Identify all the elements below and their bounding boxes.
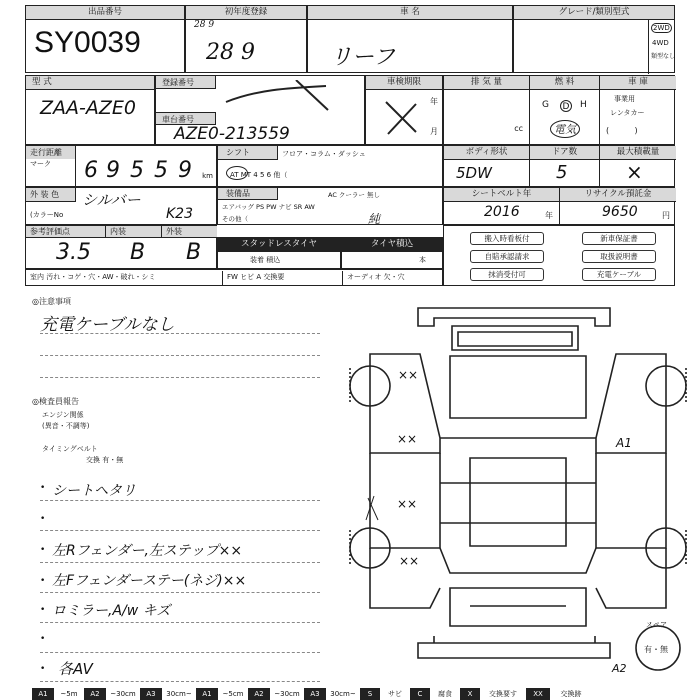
fw-text: FW ヒビ A 交換要 <box>227 273 285 281</box>
inspector-rule <box>40 622 320 623</box>
capacity-col <box>600 146 676 187</box>
tire-unit: 本 <box>419 256 426 264</box>
chassis-value: AZE0-213559 <box>174 124 290 144</box>
studless-options: 装着 積込 <box>250 256 281 264</box>
legend-desc: ~5m <box>60 690 78 698</box>
lot-number: SY0039 <box>34 26 141 59</box>
legend-desc: 交換跡 <box>560 690 582 698</box>
recycle-value: 9650 <box>602 204 638 220</box>
inspector-rule <box>40 681 320 682</box>
legend-code: X <box>460 688 480 700</box>
fuel-g: G <box>542 100 549 110</box>
seatbelt-col <box>444 188 560 225</box>
damage-legend <box>32 688 687 700</box>
engine-label: エンジン関係 <box>42 411 84 419</box>
model-box <box>25 75 155 145</box>
legend-code: C <box>410 688 430 700</box>
capacity-label: 最大積載量 <box>600 146 676 160</box>
car-name-box <box>307 5 513 73</box>
fuel-h: H <box>580 100 587 110</box>
timing-label: タイミングベルト <box>42 445 98 453</box>
legend-code: A3 <box>304 688 326 700</box>
body-col <box>444 146 530 187</box>
use-business: 事業用 <box>614 95 635 103</box>
legend-code: S <box>360 688 380 700</box>
legend-desc: サビ <box>388 690 402 698</box>
inspector-rule <box>40 652 320 653</box>
seatbelt-value: 2016 <box>484 204 520 220</box>
inspector-line: 左Fフェンダーステー(ネジ)×× <box>52 573 247 589</box>
equip-row1: AC クーラー 無し <box>328 191 381 199</box>
diagram-mark: ×× <box>397 497 418 511</box>
inspection-cross <box>382 98 422 138</box>
doors-col <box>530 146 600 187</box>
transmission-options: AT MT 4 5 6 他（ <box>230 171 288 179</box>
disp-col <box>444 76 530 146</box>
grade-box <box>513 5 675 73</box>
notes-line <box>40 377 320 378</box>
use-label: 車 庫 <box>600 76 676 90</box>
shift-label-wrap <box>218 146 278 160</box>
engine-box <box>443 75 675 145</box>
seatbelt-label: シートベルト年 <box>444 188 559 202</box>
drive-4wd: 4WD <box>652 39 669 47</box>
fw-row <box>222 271 342 285</box>
shift-options: フロア・コラム・ダッシュ <box>282 150 366 158</box>
legend-desc: 30cm~ <box>166 690 192 698</box>
timing-options: 交換 有・無 <box>86 456 124 464</box>
mileage-digit: 9 <box>106 158 120 183</box>
lot-number-box <box>25 5 185 73</box>
overall-score: 3.5 <box>56 240 91 265</box>
color-code-label: (カラーNo <box>30 211 64 219</box>
body-value: 5DW <box>456 164 492 182</box>
mileage-label: 走行距離 <box>26 146 75 159</box>
use-col <box>600 76 676 146</box>
interior-score: B <box>130 240 146 265</box>
bullet: • <box>40 545 46 555</box>
displacement-unit: cc <box>514 124 523 133</box>
shift-label: シフト <box>226 148 250 157</box>
legend-code: A1 <box>32 688 54 700</box>
color-label: 外 装 色 <box>30 190 60 199</box>
inspector-line: シートヘタリ <box>52 483 136 499</box>
legend-code: A3 <box>140 688 162 700</box>
mileage-mark: マーク <box>30 160 51 168</box>
shift-box <box>217 145 443 187</box>
first-registration-label: 初年度登録 <box>186 6 306 20</box>
spare-label: スペア <box>646 621 667 629</box>
inspector-label: ◎検査員報告 <box>32 397 79 406</box>
bullet: • <box>40 576 46 586</box>
car-diagram <box>340 298 696 678</box>
studless-box <box>217 237 341 269</box>
legend-desc: ~30cm <box>274 690 300 698</box>
fuel-electric: 電気 <box>550 120 580 138</box>
interior-label: 内装 <box>110 227 126 236</box>
exterior-score: B <box>186 240 202 265</box>
legend-desc: ~30cm <box>110 690 136 698</box>
doors-value: 5 <box>556 162 568 183</box>
scores-label-wrap <box>26 226 106 238</box>
inspector-rule <box>40 530 320 531</box>
inspector-line: 左Rフェンダー,左ステップ×× <box>52 543 243 559</box>
reg-label-wrap <box>156 76 216 89</box>
body-box <box>443 145 675 187</box>
diagram-mark: ×× <box>399 554 420 568</box>
recycle-yen: 円 <box>662 211 670 220</box>
scores-label: 参考評価点 <box>30 227 70 236</box>
audio-text: オーディオ 欠・穴 <box>347 273 405 281</box>
inspector-line: ロミラー,A/w キズ <box>52 603 171 619</box>
exterior-label: 外装 <box>166 227 182 236</box>
diagram-mark: ×× <box>398 368 419 382</box>
model-label: 型 式 <box>26 76 154 90</box>
color-box <box>25 187 217 225</box>
mileage-digit: 6 <box>84 158 98 183</box>
recycle-label: リサイクル預託金 <box>560 188 676 202</box>
legend-desc: 腐食 <box>438 690 452 698</box>
bullet: • <box>40 483 46 493</box>
grade-label: グレード/類別型式 <box>514 6 674 20</box>
drive-none: 類型なし <box>651 53 676 60</box>
inspector-rule <box>40 500 320 501</box>
inspection-year-unit: 年 <box>430 97 438 106</box>
inspector-line: 各AV <box>58 660 93 678</box>
seatbelt-box <box>443 187 675 225</box>
notes-label: ◎注意事項 <box>32 297 71 306</box>
mileage-digit: 9 <box>178 158 192 183</box>
fuel-col <box>530 76 600 146</box>
at-circle <box>226 166 248 180</box>
inspection-label: 車検期限 <box>366 76 442 90</box>
legend-code: A2 <box>84 688 106 700</box>
check-item: 抹消受付可 <box>470 268 544 281</box>
equipment-label: 装備品 <box>226 189 250 198</box>
diagram-mark: ×× <box>397 432 418 446</box>
legend-code: A2 <box>248 688 270 700</box>
inspection-month-unit: 月 <box>430 127 438 136</box>
equip-label-wrap <box>218 188 278 200</box>
car-name-value: リーフ <box>330 45 395 70</box>
equip-row2: エアバッグ PS PW ナビ SR AW <box>222 203 315 211</box>
use-rental: レンタカー <box>610 109 645 117</box>
first-registration-printed: 28 9 <box>194 20 215 30</box>
registration-strike <box>216 80 336 112</box>
inspection-box <box>365 75 443 145</box>
legend-desc: 30cm~ <box>330 690 356 698</box>
first-registration-written: 28 9 <box>206 40 255 65</box>
check-item: 新車保証書 <box>582 232 656 245</box>
interior-label-wrap <box>106 226 162 238</box>
check-item: 搬入時看板付 <box>470 232 544 245</box>
scores-box <box>25 225 217 269</box>
diagram-mark: A2 <box>612 662 627 675</box>
check-item: 取扱説明書 <box>582 250 656 263</box>
notes-text: 充電ケーブルなし <box>40 315 175 335</box>
registration-label: 登録番号 <box>162 78 194 87</box>
check-item: 充電ケーブル <box>582 268 656 281</box>
check-item: 自賠承認請求 <box>470 250 544 263</box>
color-label-wrap <box>26 188 76 202</box>
doors-label: ドア数 <box>530 146 599 160</box>
displacement-label: 排 気 量 <box>444 76 529 90</box>
interior-notes: 室内 汚れ・コゲ・穴・AW・破れ・シミ <box>30 273 156 281</box>
capacity-value: × <box>626 160 643 184</box>
seatbelt-year: 年 <box>545 211 553 220</box>
equip-written: 純 <box>368 212 381 226</box>
engine-sub: (異音・不調等) <box>42 422 90 430</box>
first-registration-box <box>185 5 307 73</box>
legend-code: XX <box>526 688 550 700</box>
tire-box <box>341 237 443 269</box>
tire-label: タイヤ積込 <box>342 238 442 252</box>
mileage-digit: 5 <box>154 158 168 183</box>
bullet: • <box>40 514 46 524</box>
legend-desc: 交換要す <box>489 690 517 698</box>
diagram-mark: A1 <box>616 436 632 450</box>
mileage-box <box>25 145 217 187</box>
car-name-label: 車 名 <box>308 6 512 20</box>
equipment-box <box>217 187 443 225</box>
lot-number-label: 出品番号 <box>26 6 184 20</box>
color-code: K23 <box>166 206 193 222</box>
bullet: • <box>40 634 46 644</box>
model-value: ZAA-AZE0 <box>40 97 136 119</box>
legend-code: A1 <box>196 688 218 700</box>
inspector-rule <box>40 562 320 563</box>
spare-value: 有・無 <box>644 645 668 654</box>
bullet: • <box>40 605 46 615</box>
exterior-label-wrap <box>162 226 217 238</box>
inspector-rule <box>40 592 320 593</box>
audio-row <box>342 271 442 285</box>
drive-2wd: 2WD <box>653 24 670 32</box>
fuel-label: 燃 料 <box>530 76 599 90</box>
recycle-col <box>560 188 676 225</box>
mileage-digits <box>80 158 210 184</box>
notes-line <box>40 333 320 334</box>
mileage-unit: km <box>202 172 213 180</box>
equip-row3: その他（ <box>222 215 248 223</box>
body-label: ボディ形状 <box>444 146 529 160</box>
bullet: • <box>40 664 46 674</box>
chassis-label: 車台番号 <box>162 115 194 124</box>
notes-line <box>40 355 320 356</box>
mileage-digit: 5 <box>130 158 144 183</box>
checklist-box <box>443 225 675 286</box>
studless-label: スタッドレスタイヤ <box>218 238 340 252</box>
drive-column <box>648 19 676 74</box>
fuel-d: D <box>560 100 572 112</box>
registration-box <box>155 75 365 145</box>
use-paren: ( ) <box>606 126 638 135</box>
color-value: シルバー <box>82 191 141 209</box>
legend-desc: ~5cm <box>222 690 244 698</box>
mileage-label-wrap <box>26 146 76 187</box>
